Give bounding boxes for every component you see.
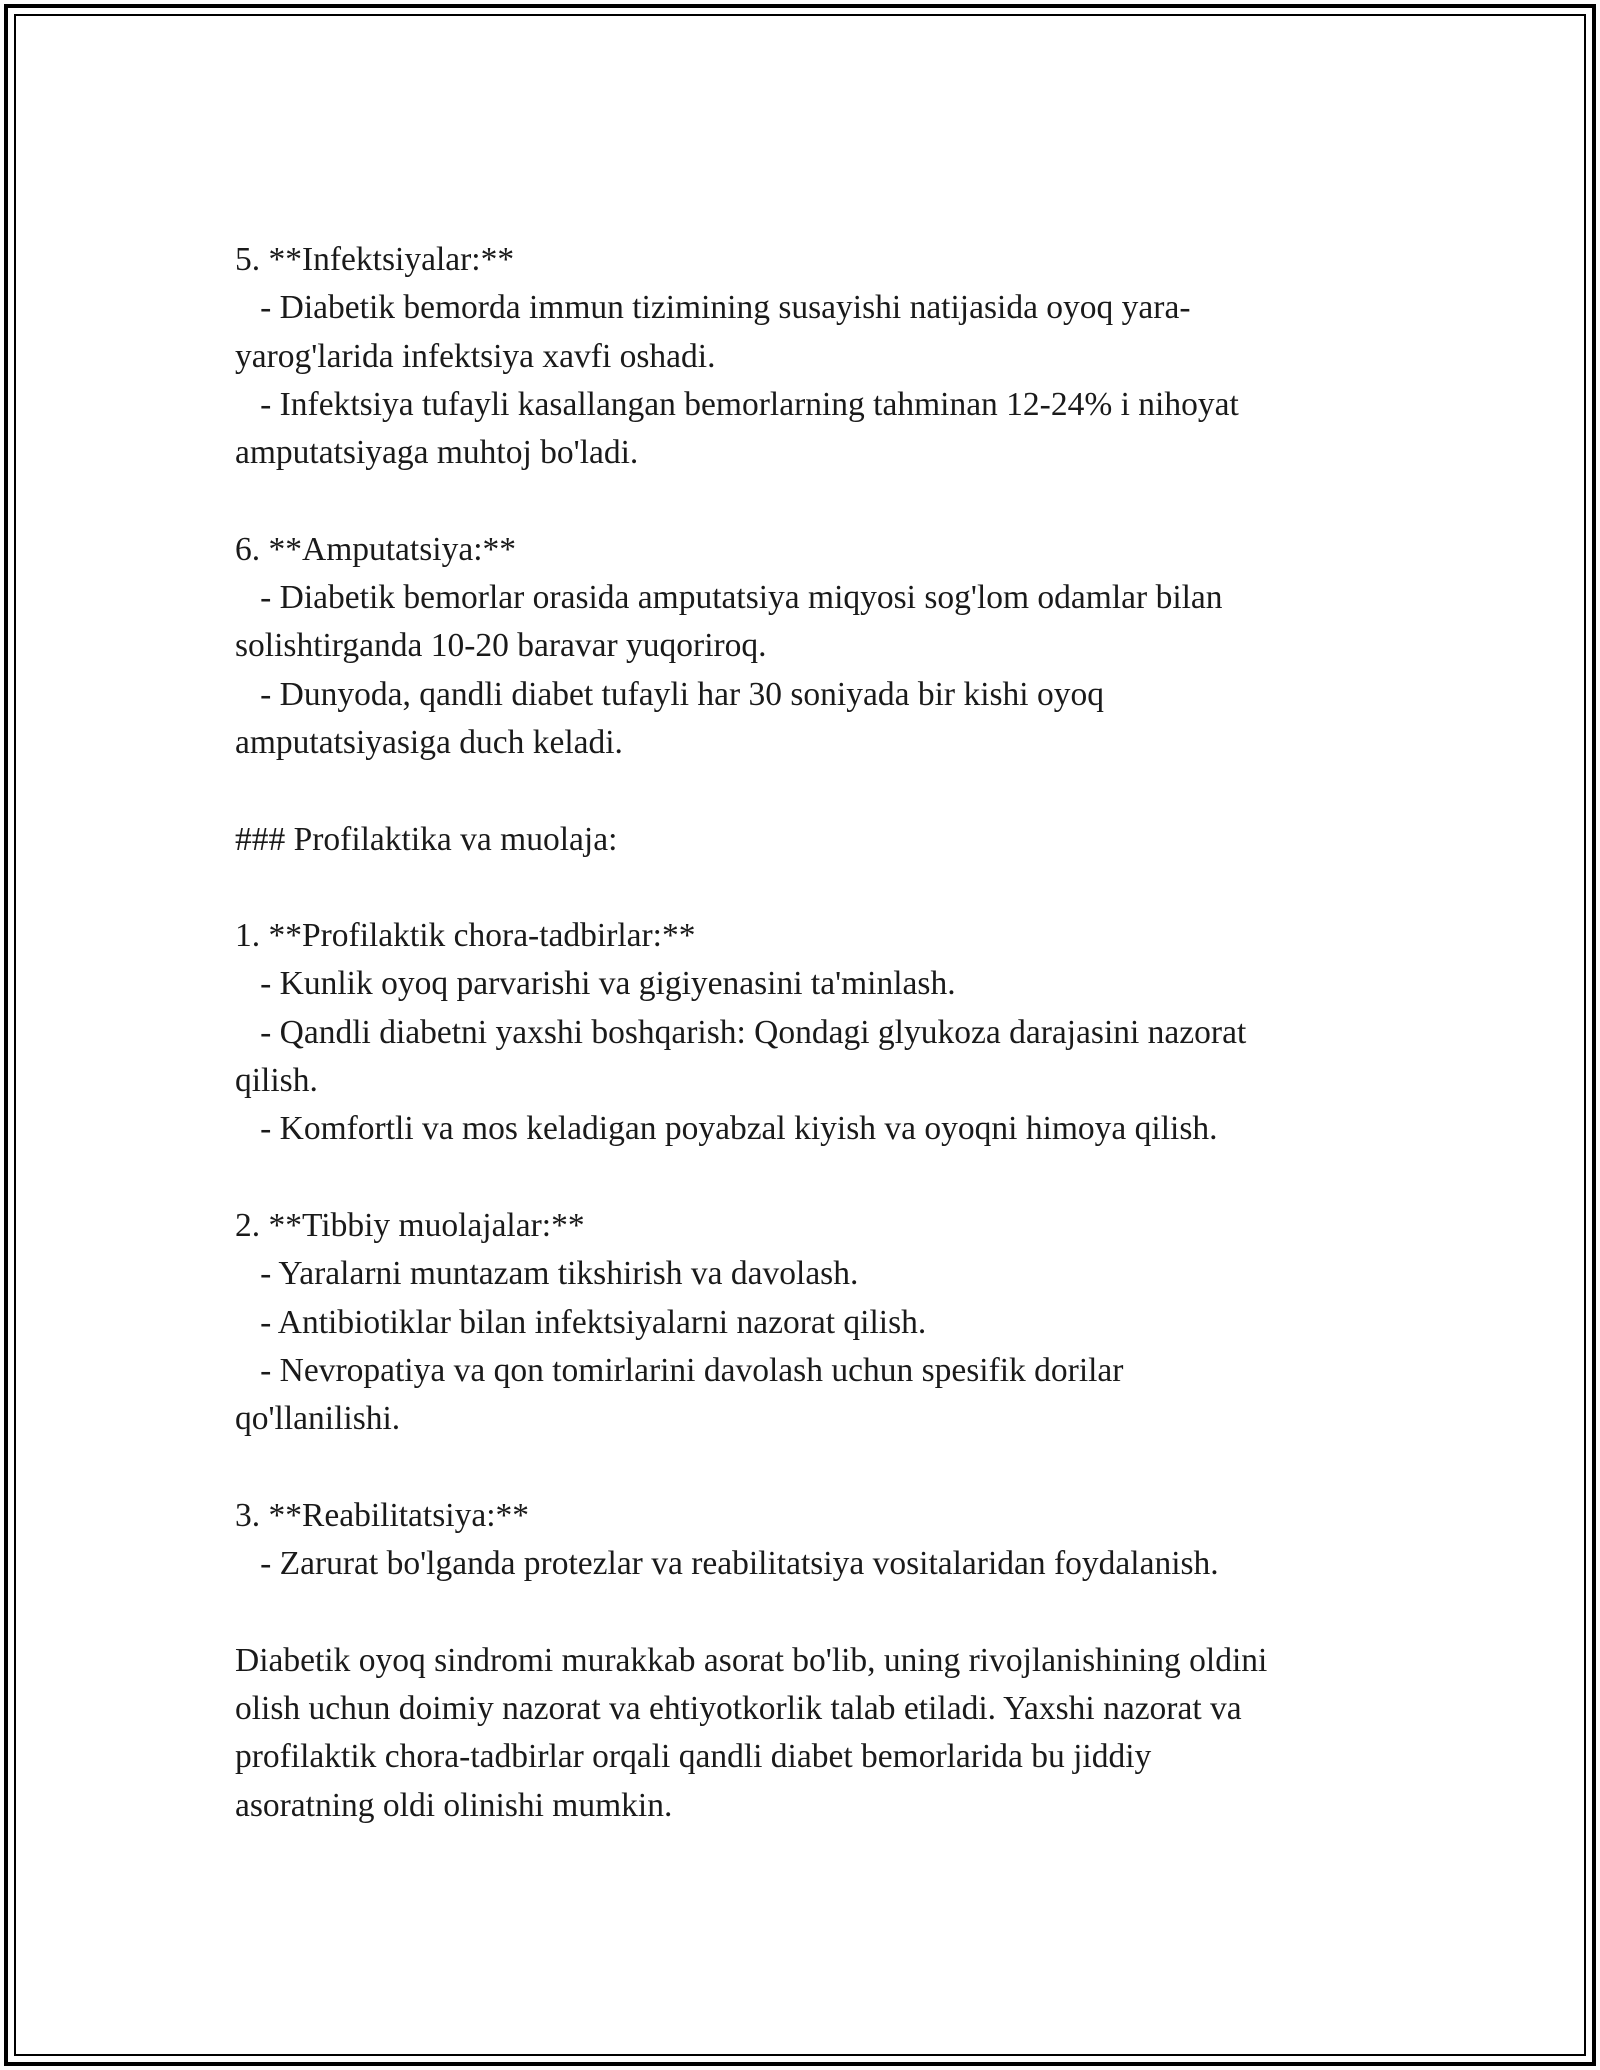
conclusion-line: Diabetik oyoq sindromi murakkab asorat bo'lib, uning rivojlanishining oldini [235,1641,1268,1679]
heading-amputatsiya: 6. **Amputatsiya:** [235,530,517,568]
heading-reabilitatsiya: 3. **Reabilitatsiya:** [235,1496,530,1534]
document-body [235,236,1395,1830]
text-line: qo'llanilishi. [235,1400,401,1438]
text-line: - Komfortli va mos keladigan poyabzal kiyish va oyoqni himoya qilish. [235,1110,1218,1148]
text-line: - Qandli diabetni yaxshi boshqarish: Qondagi glyukoza darajasini nazorat [235,1013,1247,1051]
text-line: amputatsiyasiga duch keladi. [235,723,623,761]
text-line: - Zarurat bo'lganda protezlar va reabilitatsiya vositalaridan foydalanish. [235,1545,1219,1583]
text-line: - Nevropatiya va qon tomirlarini davolash uchun spesifik dorilar [235,1351,1124,1389]
text-line: amputatsiyaga muhtoj bo'ladi. [235,434,639,472]
text-line: - Infektsiya tufayli kasallangan bemorlarning tahminan 12-24% i nihoyat [235,385,1239,423]
heading-profilaktik-chora: 1. **Profilaktik chora-tadbirlar:** [235,917,696,955]
blank-line [235,1154,1395,1202]
section-heading-profilaktika: ### Profilaktika va muolaja: [235,820,618,858]
blank-line [235,864,1395,912]
text-line: - Yaralarni muntazam tikshirish va davolash. [235,1255,859,1293]
text-line: - Diabetik bemorlar orasida amputatsiya miqyosi sog'lom odamlar bilan [235,579,1223,617]
blank-line [235,1588,1395,1636]
text-line: - Antibiotiklar bilan infektsiyalarni nazorat qilish. [235,1303,927,1341]
blank-line [235,1443,1395,1491]
conclusion-line: asoratning oldi olinishi mumkin. [235,1786,673,1824]
text-line: - Kunlik oyoq parvarishi va gigiyenasini ta'minlash. [235,965,956,1003]
blank-line [235,477,1395,525]
text-line: yarog'larida infektsiya xavfi oshadi. [235,337,716,375]
heading-infektsiyalar: 5. **Infektsiyalar:** [235,241,515,278]
conclusion-line: profilaktik chora-tadbirlar orqali qandli diabet bemorlarida bu jiddiy [235,1738,1152,1776]
blank-line [235,767,1395,815]
text-line: - Dunyoda, qandli diabet tufayli har 30 soniyada bir kishi oyoq [235,675,1104,713]
text-line: solishtirganda 10-20 baravar yuqoriroq. [235,627,767,665]
conclusion-line: olish uchun doimiy nazorat va ehtiyotkorlik talab etiladi. Yaxshi nazorat va [235,1689,1242,1727]
heading-tibbiy-muolajalar: 2. **Tibbiy muolajalar:** [235,1206,585,1244]
text-line: - Diabetik bemorda immun tizimining susayishi natijasida oyoq yara- [235,289,1191,327]
text-line: qilish. [235,1062,318,1100]
